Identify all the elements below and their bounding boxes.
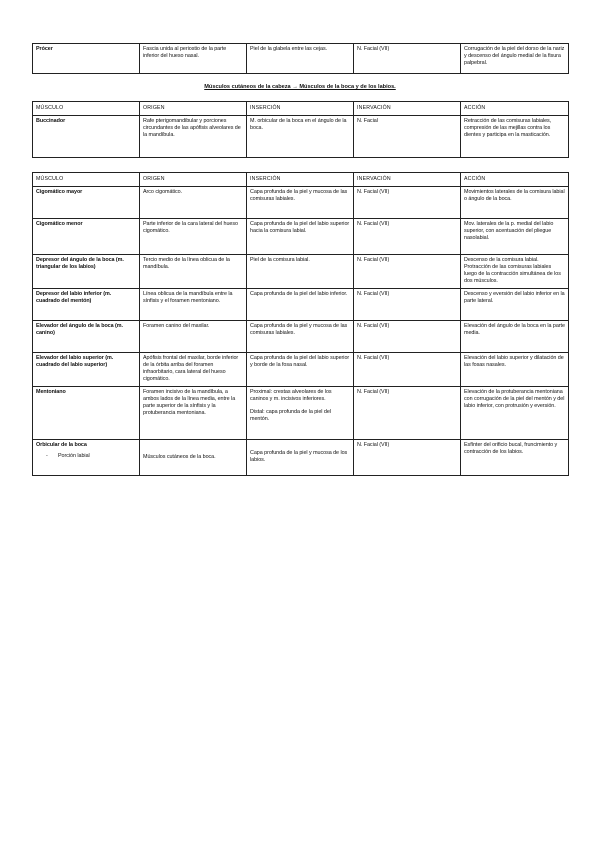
- table-row: [33, 439, 569, 475]
- section-subtitle: Músculos cutáneos de la cabeza → Músculos de la boca y de los labios.: [204, 84, 396, 90]
- accion-cell: Movimientos laterales de la comisura labial o ángulo de la boca.: [461, 186, 569, 218]
- header-musculo: MÚSCULO: [33, 102, 140, 116]
- musculo-cell: Mentoniano: [33, 386, 140, 439]
- table-musculos-boca: [32, 172, 569, 476]
- insercion-cell: Piel de la glabela entre las cejas.: [247, 44, 354, 74]
- table-procer: [32, 43, 569, 74]
- insercion-cell: Piel de la comisura labial.: [247, 254, 354, 288]
- inervacion-cell: N. Facial (VII): [354, 386, 461, 439]
- header-origen: ORIGEN: [140, 173, 247, 187]
- insercion-cell: Capa profunda de la piel del labio inferior.: [247, 288, 354, 320]
- accion-cell: Descenso de la comisura labial. Protracción de las comisuras labiales luego de la contracción simultánea de los dos músculos.: [461, 254, 569, 288]
- table-buccinador: [32, 101, 569, 158]
- dash-icon: -: [46, 452, 48, 459]
- origen-cell: Músculos cutáneos de la boca.: [140, 439, 247, 475]
- table-row: [33, 218, 569, 254]
- inervacion-cell: N. Facial (VII): [354, 254, 461, 288]
- origen-cell: Arco cigomático.: [140, 186, 247, 218]
- header-accion: ACCIÓN: [461, 102, 569, 116]
- musculo-cell: Cigomático menor: [33, 218, 140, 254]
- accion-cell: Retracción de las comisuras labiales, compresión de las mejillas contra los dientes y participa en la masticación.: [461, 115, 569, 157]
- insercion-cell: Capa profunda de la piel y mucosa de las comisuras labiales.: [247, 320, 354, 352]
- musculo-name: Orbicular de la boca: [36, 441, 87, 448]
- insercion-distal: Distal: capa profunda de la piel del mentón.: [250, 409, 331, 423]
- header-row: [33, 102, 569, 116]
- insercion-cell: Capa profunda de la piel y mucosa de las comisuras labiales.: [247, 186, 354, 218]
- bullet-label: Porción labial: [58, 452, 90, 459]
- insercion-cell: M. orbicular de la boca en el ángulo de la boca.: [247, 115, 354, 157]
- origen-cell: Parte inferior de la cara lateral del hueso cigomático.: [140, 218, 247, 254]
- musculo-cell: Elevador del ángulo de la boca (m. canino): [33, 320, 140, 352]
- table-row: [33, 44, 569, 74]
- bullet-item: [36, 453, 136, 460]
- musculo-cell: Elevador del labio superior (m. cuadrado del labio superior): [33, 352, 140, 386]
- table-row: [33, 288, 569, 320]
- header-origen: ORIGEN: [140, 102, 247, 116]
- table-row: [33, 254, 569, 288]
- accion-cell: Esfínter del orificio bucal, fruncimiento y contracción de los labios.: [461, 439, 569, 475]
- header-accion: ACCIÓN: [461, 173, 569, 187]
- inervacion-cell: N. Facial (VII): [354, 288, 461, 320]
- accion-cell: Corrugación de la piel del dorso de la nariz y descenso del ángulo medial de la fisura palpebral.: [461, 44, 569, 74]
- musculo-cell: Cigomático mayor: [33, 186, 140, 218]
- musculo-cell: Depresor del labio inferior (m. cuadrado del mentón): [33, 288, 140, 320]
- inervacion-cell: N. Facial (VII): [354, 44, 461, 74]
- inervacion-cell: N. Facial (VII): [354, 218, 461, 254]
- header-inervacion: INERVACIÓN: [354, 173, 461, 187]
- accion-cell: Descenso y eversión del labio inferior en la parte lateral.: [461, 288, 569, 320]
- header-insercion: INSERCIÓN: [247, 102, 354, 116]
- musculo-cell: [33, 439, 140, 475]
- insercion-cell: Capa profunda de la piel y mucosa de los labios.: [247, 439, 354, 475]
- origen-cell: Tercio medio de la línea oblicua de la mandíbula.: [140, 254, 247, 288]
- inervacion-cell: N. Facial (VII): [354, 439, 461, 475]
- header-inervacion: INERVACIÓN: [354, 102, 461, 116]
- insercion-cell: Capa profunda de la piel del labio superior y borde de la fosa nasal.: [247, 352, 354, 386]
- header-musculo: MÚSCULO: [33, 173, 140, 187]
- accion-cell: Elevación de la protuberancia mentoniana con corrugación de la piel del mentón y del labio inferior, con protrusión y eversión.: [461, 386, 569, 439]
- table-row: [33, 386, 569, 439]
- origen-cell: Foramen incisivo de la mandíbula, a ambos lados de la línea media, entre la parte superior de la sínfisis y la protuberancia mentoniana.: [140, 386, 247, 439]
- musculo-cell: Buccinador: [33, 115, 140, 157]
- insercion-cell: Capa profunda de la piel del labio superior hacia la comisura labial.: [247, 218, 354, 254]
- table-row: [33, 115, 569, 157]
- accion-cell: Elevación del ángulo de la boca en la parte media.: [461, 320, 569, 352]
- accion-cell: Elevación del labio superior y dilatación de las fosas nasales.: [461, 352, 569, 386]
- header-row: [33, 173, 569, 187]
- musculo-cell: Depresor del ángulo de la boca (m. triangular de los labios): [33, 254, 140, 288]
- insercion-cell: [247, 386, 354, 439]
- insercion-proximal: Proximal: crestas alveolares de los caninos y m. incisivos inferiores.: [250, 388, 332, 402]
- header-insercion: INSERCIÓN: [247, 173, 354, 187]
- inervacion-cell: N. Facial (VII): [354, 186, 461, 218]
- inervacion-cell: N. Facial (VII): [354, 352, 461, 386]
- origen-cell: Rafe pterigomandibular y porciones circundantes de las apófisis alveolares de la mandíbula.: [140, 115, 247, 157]
- origen-cell: Línea oblicua de la mandíbula entre la sínfisis y el foramen mentoniano.: [140, 288, 247, 320]
- table-row: [33, 320, 569, 352]
- origen-cell: Fascia unida al periostio de la parte inferior del hueso nasal.: [140, 44, 247, 74]
- musculo-cell: Prócer: [33, 44, 140, 74]
- origen-cell: Foramen canino del maxilar.: [140, 320, 247, 352]
- inervacion-cell: N. Facial (VII): [354, 320, 461, 352]
- accion-cell: Mov. laterales de la p. medial del labio superior, con acentuación del pliegue nasolabial.: [461, 218, 569, 254]
- origen-cell: Apófisis frontal del maxilar, borde inferior de la órbita arriba del foramen infraorbitario, cara lateral del hueso cigomático.: [140, 352, 247, 386]
- table-row: [33, 352, 569, 386]
- inervacion-cell: N. Facial: [354, 115, 461, 157]
- table-row: [33, 186, 569, 218]
